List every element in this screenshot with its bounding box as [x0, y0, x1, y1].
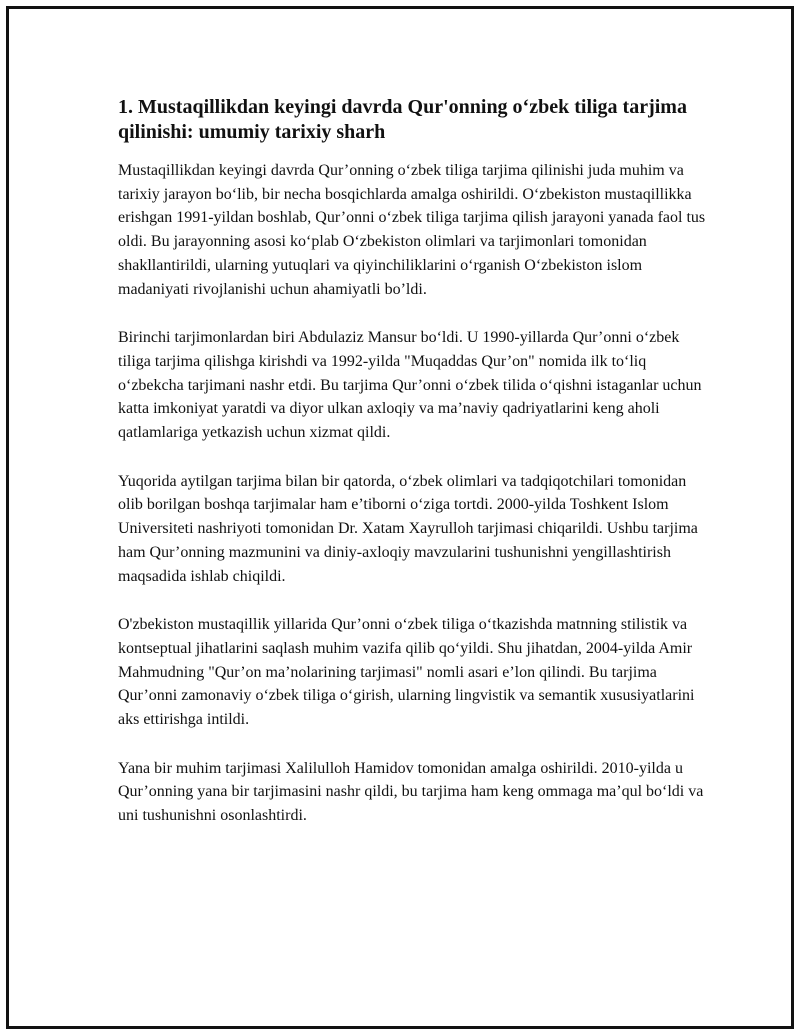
paragraph-4: O'zbekiston mustaqillik yillarida Qur’onni o‘zbek tiliga o‘tkazishda matnning stilistik va kontseptual jihatlarini saqlash muhim vazifa qilib qo‘yildi. Shu jihatdan, 2004-yilda Amir Mahmudning "Qur’on ma’nolarining tarjimasi" nomli asari e’lon qilindi. Bu tarjima Qur’onni zamonaviy o‘zbek tiliga o‘girish, ularning lingvistik va semantik xususiyatlarini aks ettirishga intildi.	[118, 616, 695, 729]
section-title: 1. Mustaqillikdan keyingi davrda Qur'onning o‘zbek tiliga tarjima qilinishi: umumiy tarixiy sharh	[118, 96, 687, 143]
paragraph-3: Yuqorida aytilgan tarjima bilan bir qatorda, o‘zbek olimlari va tadqiqotchilari tomonidan olib borilgan boshqa tarjimalar ham e’tiborni o‘ziga tortdi. 2000-yilda Toshkent Islom Universiteti nashriyoti tomonidan Dr. Xatam Xayrulloh tarjimasi chiqarildi. Ushbu tarjima ham Qur’onning mazmunini va diniy-axloqiy mavzularini tushunishni yengillashtirish maqsadida ishlab chiqildi.	[118, 472, 698, 585]
paragraph-5: Yana bir muhim tarjimasi Xalilulloh Hamidov tomonidan amalga oshirildi. 2010-yilda u Qur’onning yana bir tarjimasini nashr qildi, bu tarjima ham keng ommaga ma’qul bo‘ldi va uni tushunishni osonlashtirdi.	[118, 759, 704, 825]
paragraph-2: Birinchi tarjimonlardan biri Abdulaziz Mansur bo‘ldi. U 1990-yillarda Qur’onni o‘zbek tiliga tarjima qilishga kirishdi va 1992-yilda "Muqaddas Qur’on" nomida ilk to‘liq o‘zbekcha tarjimani nashr etdi. Bu tarjima Qur’onni o‘zbek tilida o‘qishni istaganlar uchun katta imkoniyat yaratdi va diyor ulkan axloqiy va ma’naviy qadriyatlarini keng aholi qatlamlariga yetkazish uchun xizmat qildi.	[118, 329, 702, 442]
document-body	[118, 95, 708, 853]
paragraph-1: Mustaqillikdan keyingi davrda Qur’onning o‘zbek tiliga tarjima qilinishi juda muhim va tarixiy jarayon bo‘lib, bir necha bosqichlarda amalga oshirildi. O‘zbekiston mustaqillikka erishgan 1991-yildan boshlab, Qur’onni o‘zbek tiliga tarjima qilish jarayoni yanada faol tus oldi. Bu jarayonning asosi ko‘plab O‘zbekiston olimlari va tarjimonlari tomonidan shakllantirildi, ularning yutuqlari va qiyinchiliklarini o‘rganish O‘zbekiston islom madaniyati rivojlanishi uchun ahamiyatli bo’ldi.	[118, 162, 706, 298]
page-frame	[6, 6, 794, 1029]
